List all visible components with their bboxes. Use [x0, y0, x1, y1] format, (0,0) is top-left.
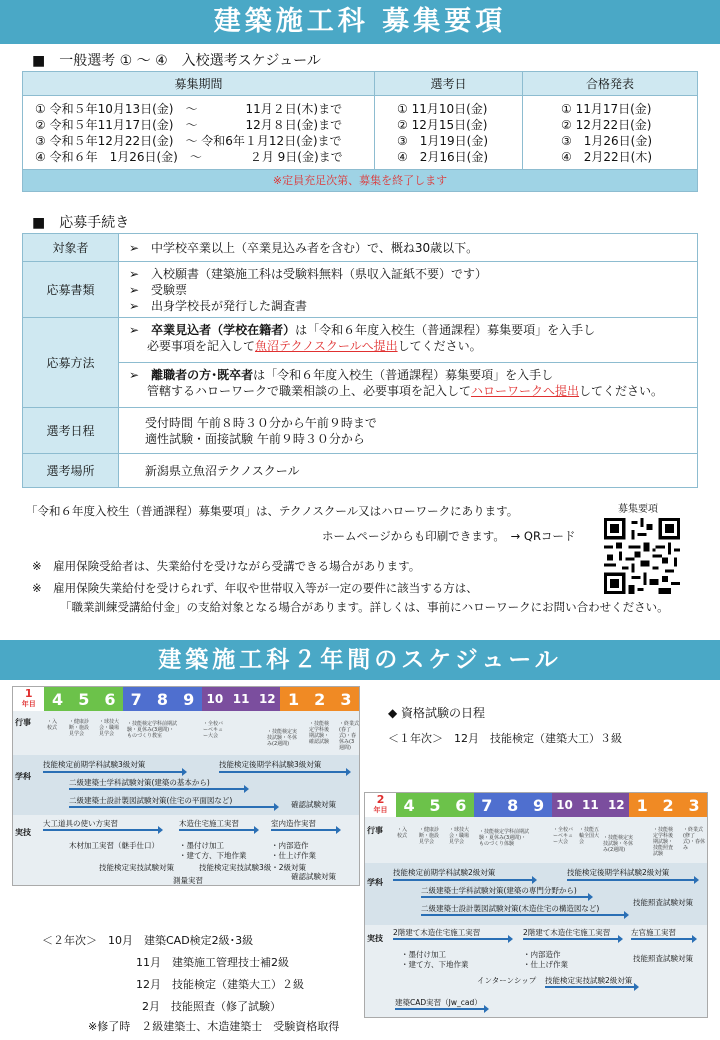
month-9: 9	[176, 687, 202, 711]
year2-month-header	[365, 793, 707, 817]
schedule-heading: ■ 一般選考 ① 〜 ④ 入校選考スケジュール	[32, 53, 321, 69]
exam-cell: ① 11月10日(金) ② 12月15日(金) ③ 1月19日(金) ④ 2月16日(金)	[375, 96, 523, 170]
quota-note: ※定員充足次第、募集を終了します	[23, 170, 698, 192]
month-3: 3	[333, 687, 359, 711]
month-4: 4	[396, 793, 422, 817]
year2-row-theory: 学科	[367, 878, 383, 887]
quals-title: ◆ 資格試験の日程	[388, 706, 486, 720]
schedule-banner: 建築施工科２年間のスケジュール	[0, 640, 720, 680]
month-1: 1	[280, 687, 306, 711]
year2-row-practice: 実技	[367, 934, 383, 943]
application-table	[22, 233, 698, 488]
month-12: 12	[254, 687, 280, 711]
year1-row-practice: 実技	[15, 828, 31, 837]
qr-code[interactable]	[604, 518, 680, 594]
month-7: 7	[123, 687, 149, 711]
submit-link-school[interactable]: 魚沼テクノスクールへ提出	[255, 339, 398, 353]
month-11: 11	[577, 793, 603, 817]
page-title-banner: 建築施工科 募集要項	[0, 0, 720, 44]
header-period: 募集期間	[23, 72, 375, 96]
note-line-2: ※ 雇用保険失業給付を受けられず、年収や世帯収入等が一定の要件に該当する方は、	[32, 581, 478, 595]
month-1: 1	[629, 793, 655, 817]
year2-schedule-chart: 2 年目 4 5 6 7 8 9 10 11 12 1 2 3 行事 学科 実技 ・入校式 ・健康診断・施設見学会 ・球技大会・職場見学会 ・技能検定学科前期試験・夏休み(3週間)・ものづくり体験 ・全校バーベキュー大会 ・技能五輪全国大会 ・技能検定実技試験・冬休み(2週間) ・技能検定学科後期試験・技能照査試験 ・終業式(修了式)・春休み 技能検定前期学科試験2級対策 技能検定後期学科試験2級対策 二級建築士学科試験対策(建築の専門分野から) 二級建築士設計製図試験対策(木造住宅の構造図など) 技能照査試験対策 2階建て木造住宅施工実習 2階建て木造住宅施工実習 左官施工実習 ・墨付け加工 ・建て方、下地作業 ・内部造作 ・仕上げ作業 技能照査試験対策 インターンシップ 技能検定実技試験2級対策 建築CAD実習（Jw_cad）	[364, 792, 708, 1018]
qual-year1: ＜１年次＞ 12月 技能検定（建築大工）３級	[388, 732, 622, 745]
month-6: 6	[448, 793, 474, 817]
qual-year2-a: ＜２年次＞ 10月 建築CAD検定2級･3級	[42, 934, 254, 947]
label-method: 応募方法	[23, 318, 119, 408]
month-2: 2	[655, 793, 681, 817]
year1-schedule-chart: 1 年目 4 5 6 7 8 9 10 11 12 1 2 3 行事 学科 実技 ・入校式 ・健康診断・施設見学会 ・球技大会・職場見学会 ・技能検定学科前期試験・夏休み(3週間)・ものづくり教室 ・全校バーベキュー大会 ・技能検定実技試験・冬休み(2週間) ・技能検定学科後期試験・確認試験 ・終業式(春了式)・春休み(3週間) 技能検定前期学科試験3級対策 技能検定後期学科試験3級対策 二級建築士学科試験対策(建築の基本から) 二級建築士設計製図試験対策(住宅の平面図など) 確認試験対策 大工道具の使い方実習 木造住宅施工実習 室内造作実習 木材加工実習（継手仕口） ・墨付け加工 ・建て方、下地作業 ・内部造作 ・仕上げ作業 技能検定実技試験対策 技能検定実技試験3級・2級対策 測量実習 確認試験対策	[12, 686, 360, 886]
year1-row-theory: 学科	[15, 772, 31, 781]
value-target: ➢ 中学校卒業以上（卒業見込み者を含む）で、概ね30歳以下。	[119, 234, 698, 262]
month-4: 4	[44, 687, 70, 711]
month-6: 6	[97, 687, 123, 711]
header-result: 合格発表	[523, 72, 698, 96]
qual-year2-c: 12月 技能検定（建築大工）２級	[136, 978, 304, 991]
month-5: 5	[422, 793, 448, 817]
month-12: 12	[603, 793, 629, 817]
value-exam-schedule: 受付時間 午前８時３０分から午前９時まで 適性試験・面接試験 午前９時３０分から	[119, 408, 698, 454]
year1-month-header	[13, 687, 359, 711]
qual-year2-b: 11月 建築施工管理技士補2級	[136, 956, 289, 969]
value-documents: ➢ 入校願書（建築施工科は受験料無料（県収入証紙不要）です） ➢ 受験票 ➢ 出身学校長が発行した調査書	[119, 262, 698, 318]
label-exam-schedule: 選考日程	[23, 408, 119, 454]
month-8: 8	[500, 793, 526, 817]
year2-row-events: 行事	[367, 826, 383, 835]
submit-link-hellowork[interactable]: ハローワークへ提出	[471, 384, 580, 398]
label-target: 対象者	[23, 234, 119, 262]
info-line-2: ホームページからも印刷できます。 → QRコード	[322, 529, 576, 543]
note-line-3: 「職業訓練受講給付金」の支給対象となる場合があります。詳しくは、事前にハローワークにお問い合わせください。	[60, 600, 669, 614]
qual-year2-d: 2月 技能照査（修了試験）	[142, 1000, 281, 1013]
value-exam-location: 新潟県立魚沼テクノスクール	[119, 454, 698, 488]
period-cell: ① 令和５年10月13日(金) ～ 11月２日(木)まで ② 令和５年11月17日(金) ～ 12月８日(金)まで ③ 令和５年12月22日(金) ～ 令和6年１月12日(金)まで ④ 令和６年 1月26日(金) ～ ２月 9日(金)まで	[23, 96, 375, 170]
note-line-1: ※ 雇用保険受給者は、失業給付を受けながら受講できる場合があります。	[32, 559, 421, 573]
year1-label: 1 年目	[13, 687, 44, 711]
year1-row-events: 行事	[15, 718, 31, 727]
qr-label: 募集要項	[618, 504, 658, 515]
month-5: 5	[71, 687, 97, 711]
label-documents: 応募書類	[23, 262, 119, 318]
value-method: ➢ 卒業見込者（学校在籍者）は「令和６年度入校生（普通課程）募集要項」を入手し 必要事項を記入して魚沼テクノスクールへ提出してください。 ➢ 離職者の方･既卒者は「令和６年度入校生（普通課程）募集要項」を入手し 管轄するハローワークで職業相談の上、必要事項を記入してハローワークへ提出してください。	[119, 318, 698, 408]
month-10: 10	[202, 687, 228, 711]
apply-heading: ■ 応募手続き	[32, 215, 130, 231]
month-7: 7	[474, 793, 500, 817]
month-10: 10	[552, 793, 578, 817]
qual-year2-e: ※修了時 ２級建築士、木造建築士 受験資格取得	[88, 1020, 340, 1033]
month-9: 9	[526, 793, 552, 817]
info-line-1: 「令和６年度入校生（普通課程）募集要項」は、テクノスクール又はハローワークにあります。	[26, 504, 519, 518]
month-11: 11	[228, 687, 254, 711]
month-3: 3	[681, 793, 707, 817]
selection-schedule-table	[22, 71, 698, 192]
month-2: 2	[307, 687, 333, 711]
result-cell: ① 11月17日(金) ② 12月22日(金) ③ 1月26日(金) ④ 2月22日(木)	[523, 96, 698, 170]
month-8: 8	[149, 687, 175, 711]
label-exam-location: 選考場所	[23, 454, 119, 488]
year2-label: 2 年目	[365, 793, 396, 817]
header-exam: 選考日	[375, 72, 523, 96]
